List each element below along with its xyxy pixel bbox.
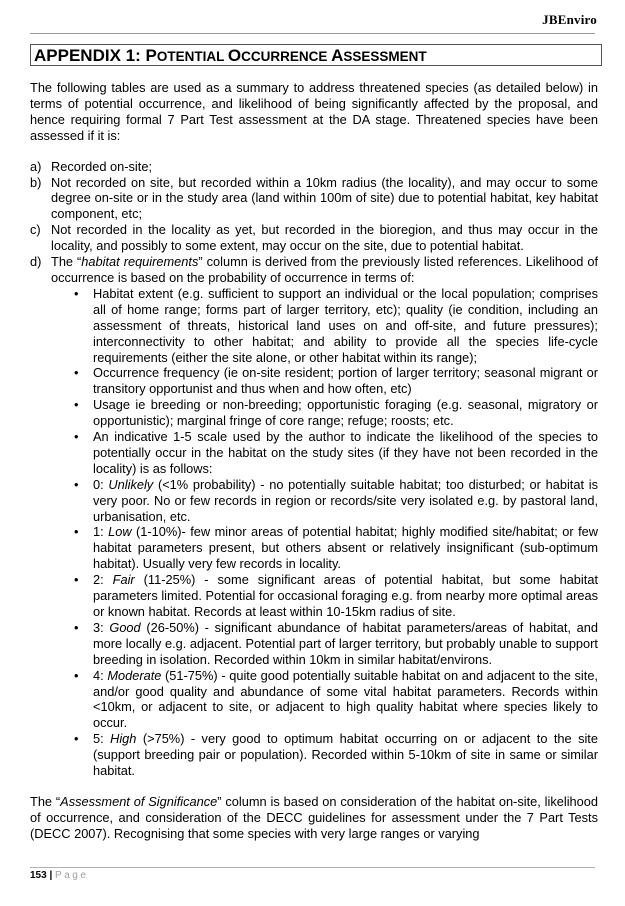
- assessment-of-significance-term: Assessment of Significance: [60, 793, 218, 809]
- intro-paragraph: The following tables are used as a summary to address threatened species (as detailed below) in terms of potential occurrence, and likelihood of being significantly affected by the proposal, and hence requiring formal 7 Part Test assessment at the DA stage. Threatened species have been assessed if it is:: [30, 80, 598, 143]
- factor-item: • Habitat extent (e.g. sufficient to support an individual or the local population; comprises all of home range; forms part of larger territory, etc); quality (ie condition, including an assessment of threats, historical land uses on and off-site, and future pressures); interconnectivity to other habitat; and ability to provide all the species life-cycle requirements (either the site alone, or other habitat within its range);: [74, 285, 598, 365]
- criterion-marker: b): [30, 174, 42, 190]
- criterion-marker: c): [30, 222, 41, 238]
- bullet-icon: •: [74, 731, 79, 747]
- scale-item: • 1: Low (1-10%)- few minor areas of potential habitat; highly modified site/habitat; or few habitat parameters present, but others absent or relatively insignificant (sub-optimum habitat). Usually very few records in locality.: [74, 524, 598, 572]
- assessment-criteria-list: [30, 159, 598, 779]
- criterion-item: [30, 222, 598, 254]
- bullet-icon: •: [74, 476, 79, 492]
- criterion-text: Recorded on-site;: [51, 158, 153, 174]
- criterion-item: [30, 175, 598, 223]
- habitat-requirements-term: habitat requirements: [81, 254, 199, 270]
- factor-item: • Usage ie breeding or non-breeding; opportunistic foraging (e.g. seasonal, migratory or opportunistic); marginal fringe of core range; refuge; roosts; etc.: [74, 397, 598, 429]
- factor-item: • Occurrence frequency (ie on-site resident; portion of larger territory; seasonal migrant or transitory opportunist and thus when and how often, etc): [74, 365, 598, 397]
- scale-item: • 5: High (>75%) - very good to optimum habitat occurring on or adjacent to the site (support breeding pair or population). Recorded within 5-10km of site in same or similar habitat.: [74, 731, 598, 779]
- bullet-icon: •: [74, 667, 79, 683]
- footer-divider: [30, 867, 595, 868]
- page-word: Page: [55, 870, 89, 881]
- bullet-icon: •: [74, 397, 79, 413]
- criterion-item: d) The “habitat requirements” column is derived from the previously listed references. Likelihood of occurrence is based on the probability of occurrence in terms of: • Habitat extent (e.g. sufficient to support an individual or the local population; comprises all of home range; forms part of larger territory, etc); quality (ie condition, including an assessment of threats, historical land uses on and off-site, and future pressures); interconnectivity to other habitat; and ability to provide all the species life-cycle requirements (either the site alone, or other habitat within its range); • Occurrence frequency (ie on-site resident; portion of larger territory; seasonal migrant or transitory opportunist and thus when and how often, etc) • Usage ie breeding or non-breeding; opportunistic foraging (e.g. seasonal, migratory or opportunistic); marginal fringe of core range; refuge; roosts; etc. • An indicative 1-5 scale used by the author to indicate the likelihood of the species to potentially occur in the habitat on the study sites (if they have not been recorded in the locality) is as follows: • 0: Unlikely (<1% probability) - no potentially suitable habitat; too disturbed; or habitat is very poor. No or few records in region or records/site very isolated e.g. by pastoral land, urbanisation, etc. • 1: Low (1-10%)- few minor areas of potential habitat; highly modified site/habitat; or few habitat parameters present, but others absent or relatively insignificant (sub-optimum habitat). Usually very few records in locality. • 2: Fair (11-25%) - some significant areas of potential habitat, but some habitat parameters limited. Potential for occasional foraging e.g. from nearby more optimal areas or known habitat. Records at least within 10-15km radius of site. • 3: Good (26-50%) - significant abundance of habitat parameters/areas of habitat, and more locally e.g. adjacent. Potential part of larger territory, but probably unable to support breeding in isolation. Recorded within 10km in similar habitat/environs. • 4: Moderate (51-75%) - quite good potentially suitable habitat on and adjacent to the site, and/or good quality and abundance of some vital habitat parameters. Records within <10km, or adjacent to site, or adjacent to high quality habitat where species likely to occur. • 5: High (>75%) - very good to optimum habitat occurring on or adjacent to the site (support breeding pair or population). Recorded within 5-10km of site in same or similar habitat.: [30, 254, 598, 779]
- scale-item: • 2: Fair (11-25%) - some significant areas of potential habitat, but some habitat parameters limited. Potential for occasional foraging e.g. from nearby more optimal areas or known habitat. Records at least within 10-15km radius of site.: [74, 572, 598, 619]
- page-number: 153: [30, 870, 47, 881]
- scale-item: • 3: Good (26-50%) - significant abundance of habitat parameters/areas of habitat, and more locally e.g. adjacent. Potential part of larger territory, but probably unable to support breeding in isolation. Recorded within 10km in similar habitat/environs.: [74, 619, 598, 667]
- closing-paragraph: The “Assessment of Significance” column is based on consideration of the habitat on-site, likelihood of occurrence, and consideration of the DECC guidelines for assessment under the 7 Part Tests (DECC 2007). Recognising that some species with very large ranges or varying: [30, 793, 599, 841]
- header-divider: [30, 33, 595, 34]
- bullet-icon: •: [74, 429, 79, 445]
- page-footer: [30, 870, 88, 881]
- appendix-title: APPENDIX 1: POTENTIAL OCCURRENCE ASSESSMENT: [30, 44, 602, 66]
- bullet-icon: •: [74, 365, 79, 381]
- scale-label: Fair: [112, 572, 135, 588]
- likelihood-factors-list: [51, 286, 598, 779]
- criterion-text: Not recorded in the locality as yet, but recorded in the bioregion, and thus may occur in the locality, and possibly to some extent, may occur on the site, due to potential habitat.: [51, 222, 598, 254]
- bullet-icon: •: [74, 524, 79, 540]
- scale-label: Good: [109, 619, 141, 635]
- scale-label: Unlikely: [108, 476, 154, 492]
- scale-item: • 0: Unlikely (<1% probability) - no potentially suitable habitat; too disturbed; or habitat is very poor. No or few records in region or records/site very isolated e.g. by pastoral land, urbanisation, etc.: [74, 476, 598, 524]
- scale-label: High: [110, 731, 137, 747]
- criterion-item: [30, 159, 598, 175]
- criterion-marker: a): [30, 158, 42, 174]
- page-body: [30, 80, 598, 842]
- bullet-icon: •: [74, 619, 79, 635]
- scale-label: Low: [108, 524, 132, 540]
- criterion-marker: d): [30, 254, 42, 270]
- scale-label: Moderate: [107, 667, 162, 683]
- bullet-icon: •: [74, 572, 79, 588]
- bullet-icon: •: [74, 285, 79, 301]
- scale-item: • 4: Moderate (51-75%) - quite good potentially suitable habitat on and adjacent to the site, and/or good quality and abundance of some vital habitat parameters. Records within <10km, or adjacent to site, or adjacent to high quality habitat where species likely to occur.: [74, 667, 598, 731]
- factor-item: • An indicative 1-5 scale used by the author to indicate the likelihood of the species to potentially occur in the habitat on the study sites (if they have not been recorded in the locality) is as follows:: [74, 429, 598, 476]
- footer-separator: |: [46, 870, 56, 881]
- criterion-text: Not recorded on site, but recorded within a 10km radius (the locality), and may occur to some degree on-site or in the study area (land within 100m of site) due to potential habitat, key habitat component, etc;: [51, 174, 598, 222]
- header-brand: JBEnviro: [542, 12, 597, 27]
